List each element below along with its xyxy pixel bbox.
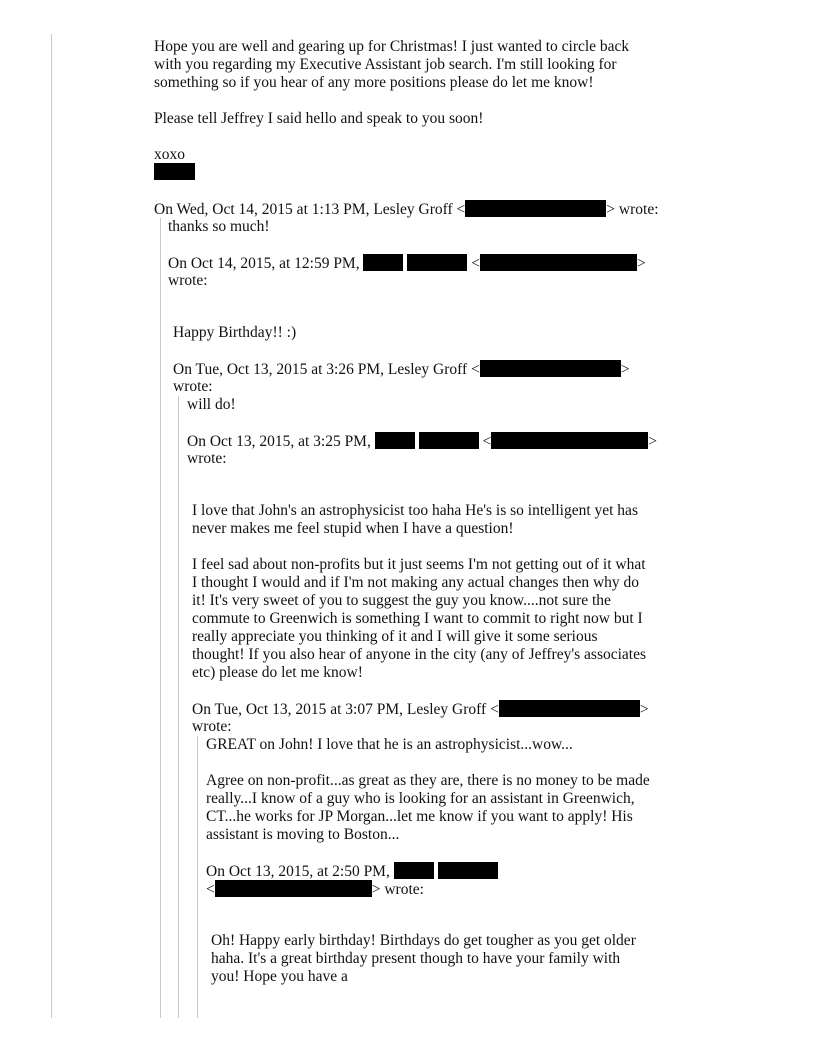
quote-header-gt: > (636, 255, 646, 272)
quote-header-gt: > (620, 361, 630, 378)
quote-header-lt: < (206, 881, 215, 898)
jeffrey-line: Please tell Jeffrey I said hello and speak to you soon! (154, 110, 484, 127)
quote-header-text: On Tue, Oct 13, 2015 at 3:07 PM, Lesley Groff < (192, 701, 499, 718)
quote-header-text: On Wed, Oct 14, 2015 at 1:13 PM, Lesley Groff < (154, 201, 466, 218)
signoff: xoxo (154, 146, 185, 163)
quote-header-oct-13-250 (206, 862, 498, 881)
redacted-signature-name (154, 163, 195, 180)
quote-header-text: On Oct 13, 2015, at 3:25 PM, (187, 433, 371, 450)
quote-line: Agree on non-profit...as great as they are, there is no money to be made (206, 772, 650, 789)
quote-line: Oh! Happy early birthday! Birthdays do get tougher as you get older (211, 932, 636, 949)
quote-header-tue-oct-13-326 (173, 360, 630, 379)
quote-header-text: On Oct 14, 2015, at 12:59 PM, (168, 255, 360, 272)
quote-line: I thought I would and if I'm not making any actual changes then why do (192, 574, 640, 591)
quote-header-gt: > (639, 701, 649, 718)
quote-text-thanks: thanks so much! (168, 218, 270, 235)
quote-header-text: On Oct 13, 2015, at 2:50 PM, (206, 863, 390, 880)
redacted-first-name (363, 254, 403, 271)
quote-header-wed-oct-14 (154, 200, 659, 219)
quote-line: assistant is moving to Boston... (206, 826, 400, 843)
quote-line: thought! If you also hear of anyone in the city (any of Jeffrey's associates (192, 646, 647, 663)
quote-header-oct-14-1259 (168, 254, 646, 273)
quote-bar-level-1 (160, 218, 161, 1018)
quote-line: CT...he works for JP Morgan...let me know if you want to apply! His (206, 808, 633, 825)
quote-header-lt: < (482, 433, 492, 450)
quote-header-tue-oct-13-307 (192, 700, 649, 719)
redacted-first-name (375, 432, 415, 449)
quote-header-wrote: wrote: (173, 378, 213, 395)
quote-header-wrote: > wrote: (606, 201, 659, 218)
quote-line: really appreciate you thinking of it and I will give it some serious (192, 628, 598, 645)
redacted-email (480, 360, 621, 377)
body-line: with you regarding my Executive Assistant job search. I'm still looking for (154, 56, 617, 73)
redacted-first-name (394, 862, 434, 879)
quote-header-wrote: wrote: (187, 450, 227, 467)
quote-line: you! Hope you have a (211, 968, 348, 985)
redacted-email (465, 200, 606, 217)
quote-line: never makes me feel stupid when I have a question! (192, 520, 514, 537)
quote-header-wrote: > wrote: (371, 881, 424, 898)
quote-header-wrote: wrote: (168, 272, 208, 289)
quote-header-email-line (206, 880, 424, 899)
body-line: something so if you hear of any more positions please do let me know! (154, 74, 594, 91)
quote-line: it! It's very sweet of you to suggest the guy you know....not sure the (192, 592, 611, 609)
redacted-last-name (407, 254, 467, 271)
quote-line: GREAT on John! I love that he is an astrophysicist...wow... (206, 736, 573, 753)
quote-line: commute to Greenwich is something I want to commit to right now but I (192, 610, 643, 627)
redacted-last-name (419, 432, 479, 449)
redacted-last-name (438, 862, 498, 879)
body-line: Hope you are well and gearing up for Christmas! I just wanted to circle back (154, 38, 630, 55)
redacted-email (480, 254, 637, 271)
quote-line: haha. It's a great birthday present though to have your family with (211, 950, 621, 967)
quote-line: really...I know of a guy who is looking for an assistant in Greenwich, (206, 790, 635, 807)
quote-bar-level-2 (178, 396, 179, 1018)
quote-header-lt: < (471, 255, 480, 272)
quote-line: I love that John's an astrophysicist too haha He's is so intelligent yet has (192, 502, 638, 519)
redacted-email (215, 880, 372, 897)
quote-header-gt: > (648, 433, 657, 450)
quote-header-text: On Tue, Oct 13, 2015 at 3:26 PM, Lesley Groff < (173, 361, 480, 378)
quote-text-will-do: will do! (187, 396, 236, 413)
quote-bar-level-3 (197, 736, 198, 1018)
quote-line: I feel sad about non-profits but it just seems I'm not getting out of it what (192, 556, 646, 573)
quote-text-happy-birthday: Happy Birthday!! :) (173, 324, 297, 341)
quote-header-wrote: wrote: (192, 718, 232, 735)
redacted-email (499, 700, 640, 717)
quote-line: etc) please do let me know! (192, 664, 363, 681)
page-left-margin-rule (51, 34, 52, 1018)
quote-header-oct-13-325 (187, 432, 657, 451)
redacted-email (491, 432, 648, 449)
